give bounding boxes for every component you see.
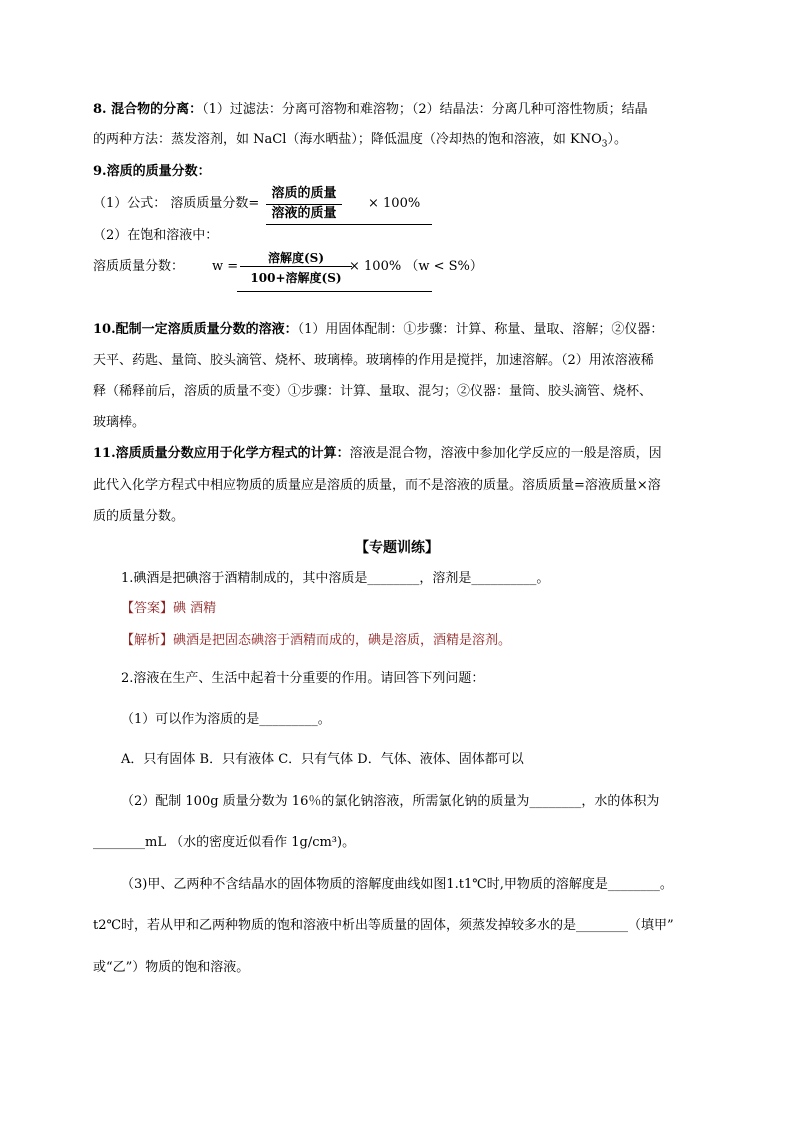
question-1-text: 1.碘酒是把碘溶于酒精制成的，其中溶质是________，溶剂是__________。 bbox=[121, 571, 550, 586]
paragraph-8-line-1 bbox=[93, 101, 648, 119]
question-2-intro: 2.溶液在生产、生活中起着十分重要的作用。请回答下列问题： bbox=[121, 671, 485, 686]
paragraph-11-line-3: 质的质量分数。 bbox=[93, 509, 185, 524]
question-2-part-2-line-2: ________mL （水的密度近似看作 1g/cm³)。 bbox=[93, 835, 356, 850]
paragraph-8-text: 的两种方法：蒸发溶剂，如 NaCl（海水晒盐）；降低温度（冷却热的饱和溶液，如 KNO bbox=[93, 132, 602, 147]
saturated-solution-label: （2）在饱和溶液中： bbox=[93, 228, 219, 243]
formula-2-denominator: 100+溶解度(S) bbox=[250, 271, 342, 285]
paragraph-11-line-1 bbox=[93, 445, 662, 463]
paragraph-11-text: 溶液是混合物，溶液中参加化学反应的一般是溶质，因 bbox=[349, 446, 662, 461]
question-1-answer bbox=[121, 600, 216, 618]
question-2-part-2-line-1: （2）配制 100g 质量分数为 16％的氯化钠溶液，所需氯化钠的质量为________，水的体积为 bbox=[121, 794, 660, 809]
formula-2-numerator: 溶解度(S) bbox=[267, 251, 325, 265]
underline-rule bbox=[237, 291, 432, 292]
formula-2-suffix: × 100% （w < S%） bbox=[349, 259, 483, 274]
formula-1-prefix: （1）公式： 溶质质量分数= bbox=[93, 196, 260, 211]
analysis-label: 【解析】 bbox=[121, 633, 174, 648]
paragraph-8-text: ）。 bbox=[607, 132, 627, 147]
question-2-part-3-line-2: t2℃时，若从甲和乙两种物质的饱和溶液中析出等质量的固体，须蒸发掉较多水的是________（填甲” bbox=[93, 918, 674, 933]
question-2-part-3-line-3: 或“乙”）物质的饱和溶液。 bbox=[93, 960, 250, 975]
fraction-bar bbox=[266, 204, 342, 205]
question-2-part-3-line-1: （3)甲、乙两种不含结晶水的固体物质的溶解度曲线如图1.t1℃时,甲物质的溶解度是________。 bbox=[121, 877, 673, 892]
subscript: 3 bbox=[601, 139, 608, 150]
formula-1-numerator: 溶质的质量 bbox=[271, 186, 337, 201]
question-2-options: A．只有固体 B．只有液体 C．只有气体 D．气体、液体、固体都可以 bbox=[121, 752, 524, 767]
answer-label: 【答案】 bbox=[121, 601, 174, 616]
paragraph-11-line-2: 此代入化学方程式中相应物质的质量应是溶质的质量，而不是溶液的质量。溶质质量=溶液质量×溶 bbox=[93, 478, 661, 493]
question-1-analysis bbox=[121, 632, 511, 650]
paragraph-10-heading: 10.配制一定溶质质量分数的溶液： bbox=[93, 322, 298, 337]
paragraph-10-line-3: 释（稀释前后，溶质的质量不变）①步骤：计算、量取、混匀；②仪器：量筒、胶头滴管、烧杯、 bbox=[93, 384, 653, 399]
formula-1-denominator: 溶液的质量 bbox=[271, 206, 337, 221]
paragraph-10-line-1 bbox=[93, 321, 663, 339]
paragraph-8-heading: 8. 混合物的分离： bbox=[93, 102, 203, 117]
question-2-part-1: （1）可以作为溶质的是_________。 bbox=[121, 712, 331, 727]
fraction-bar bbox=[240, 266, 352, 267]
paragraph-11-heading: 11.溶质质量分数应用于化学方程式的计算： bbox=[93, 446, 350, 461]
answer-text: 碘 酒精 bbox=[173, 601, 217, 616]
section-title: 【专题训练】 bbox=[355, 540, 439, 556]
formula-2-prefix: 溶质质量分数： bbox=[93, 259, 185, 274]
formula-2-w: w = bbox=[212, 259, 239, 274]
formula-1-suffix: × 100% bbox=[368, 196, 421, 211]
analysis-text: 碘酒是把固态碘溶于酒精而成的，碘是溶质，酒精是溶剂。 bbox=[173, 633, 512, 648]
underline-rule bbox=[266, 224, 432, 225]
paragraph-10-line-2: 天平、药匙、量筒、胶头滴管、烧杯、玻璃棒。玻璃棒的作用是搅拌，加速溶解。（2）用浓溶液稀 bbox=[93, 353, 654, 368]
paragraph-10-line-4: 玻璃棒。 bbox=[93, 415, 146, 430]
paragraph-8-line-2 bbox=[93, 131, 627, 154]
paragraph-9-heading: 9.溶质的质量分数： bbox=[93, 164, 211, 179]
paragraph-8-text: （1）过滤法：分离可溶物和难溶物；（2）结晶法：分离几种可溶性物质；结晶 bbox=[202, 102, 648, 117]
paragraph-10-text: （1）用固体配制：①步骤：计算、称量、量取、溶解；②仪器： bbox=[297, 322, 664, 337]
